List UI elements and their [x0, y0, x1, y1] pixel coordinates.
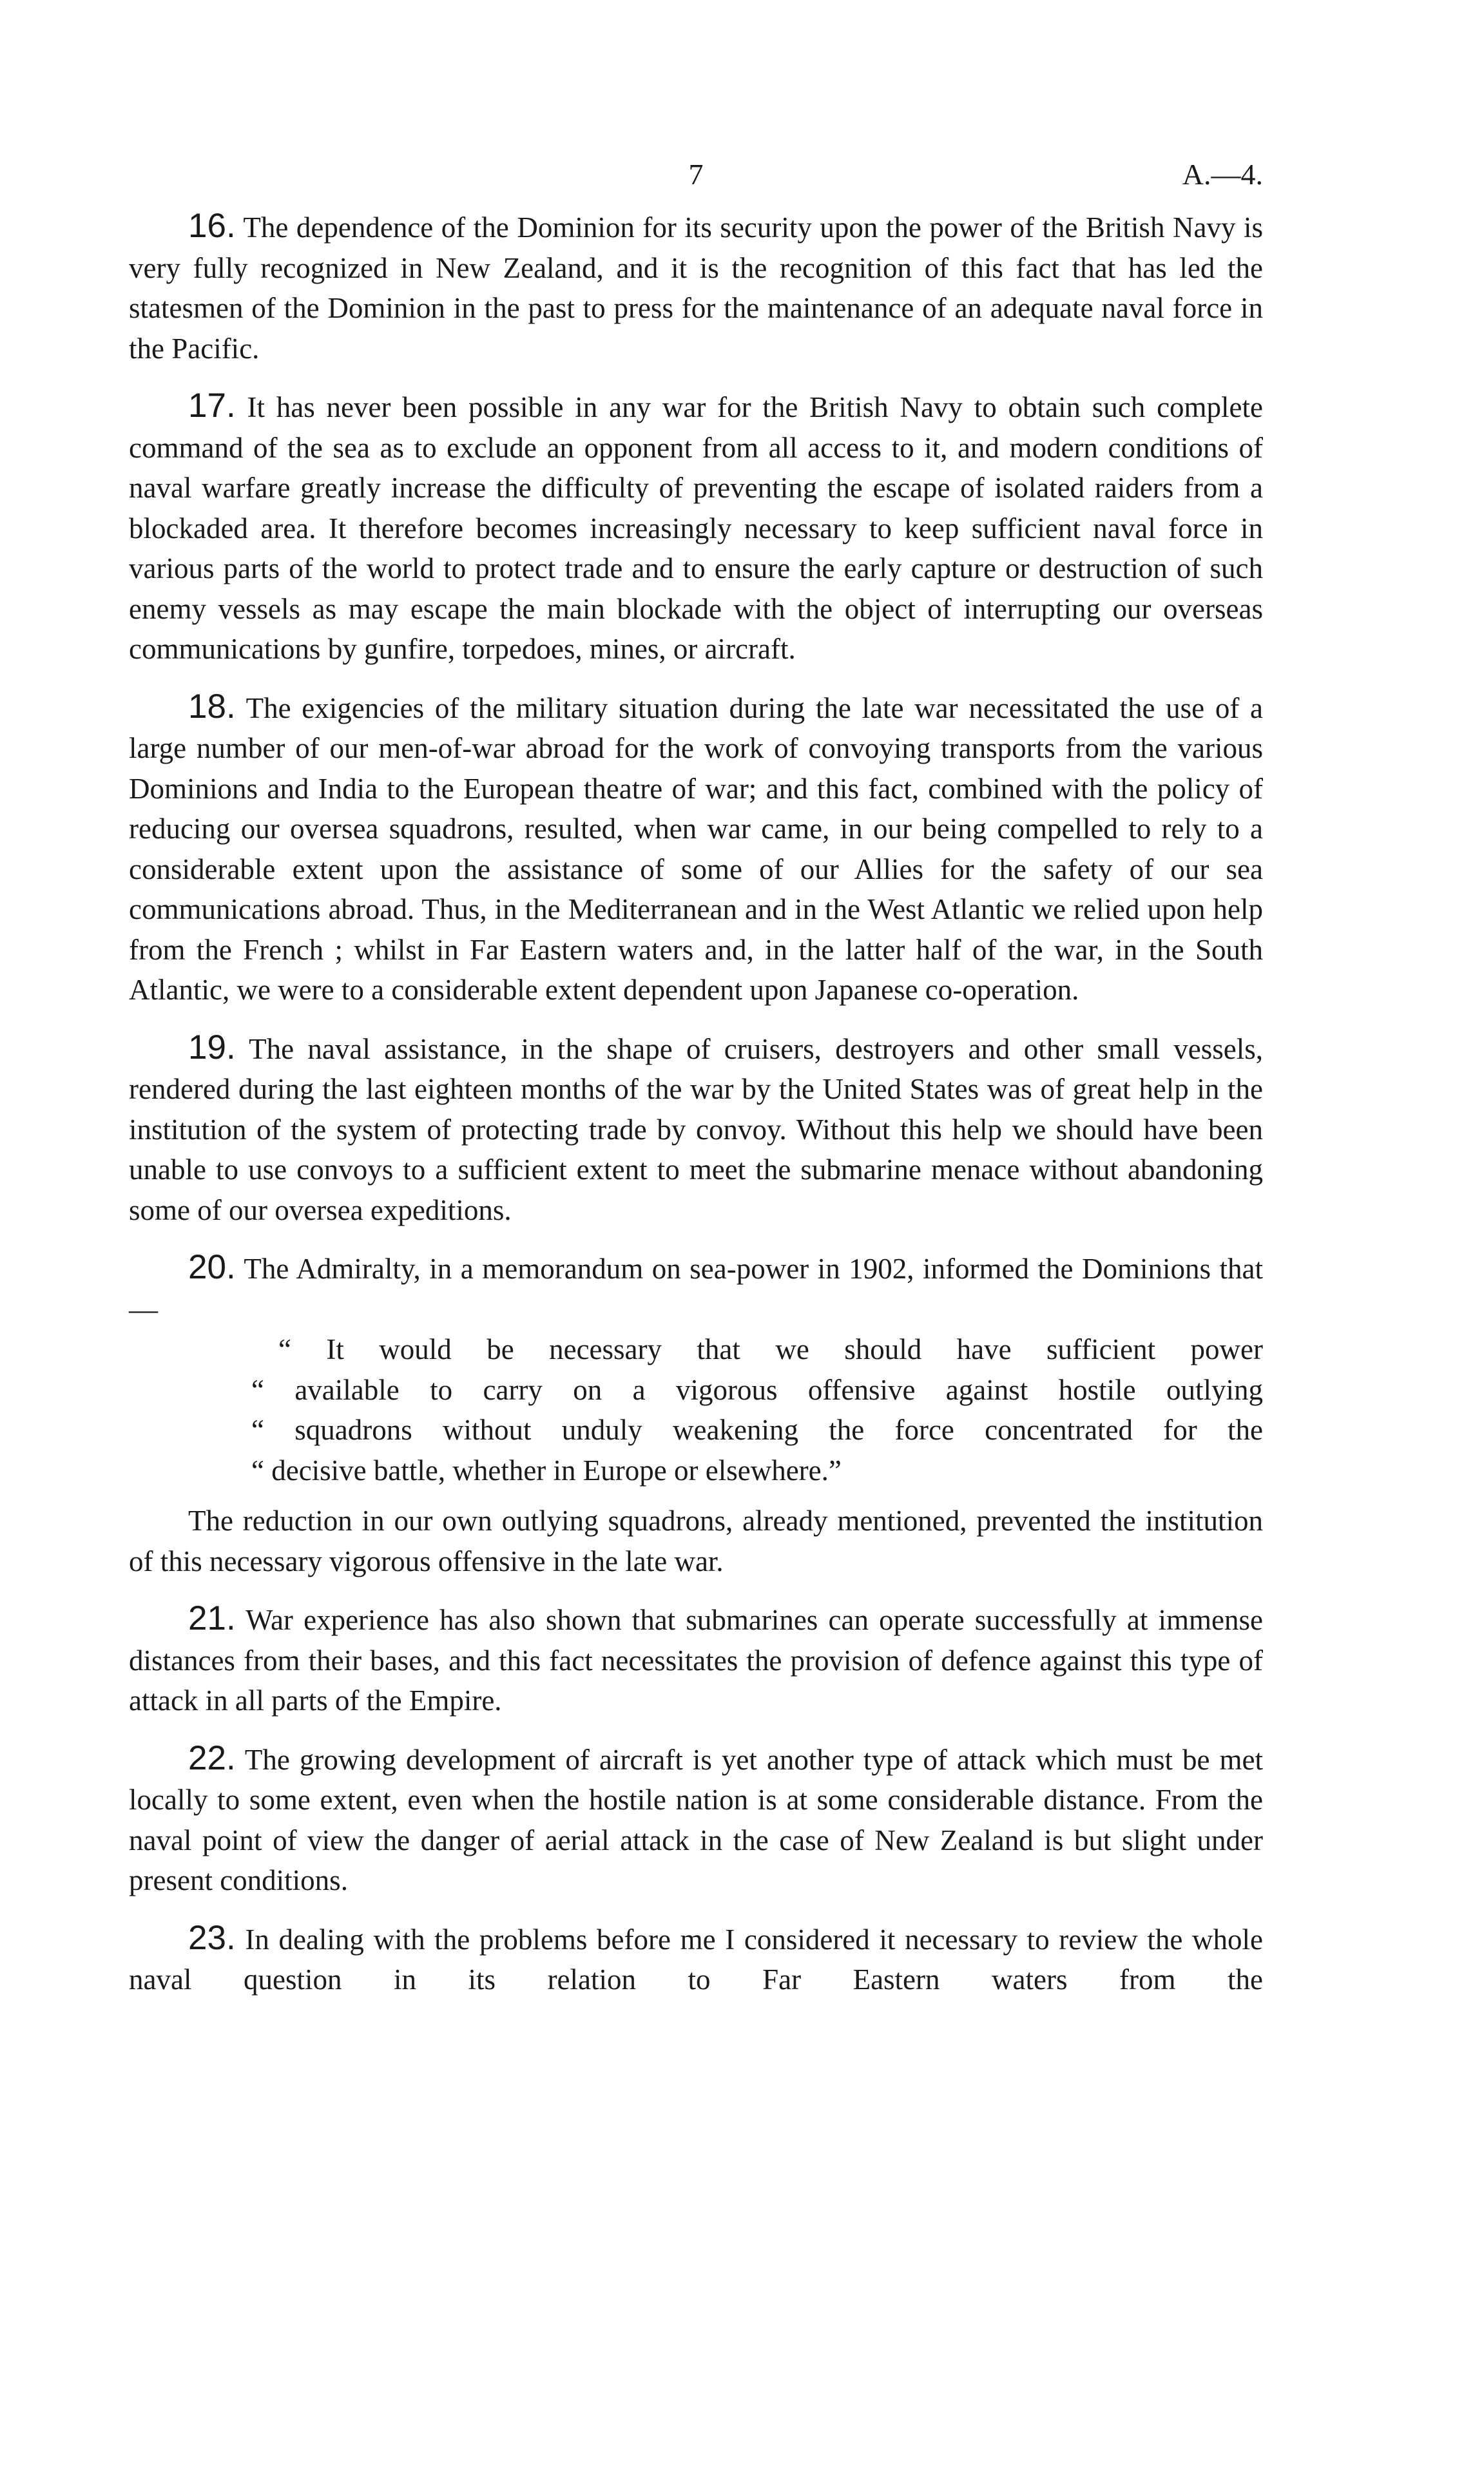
document-page	[129, 155, 1263, 2018]
paragraph-20-continuation: The reduction in our own outlying squadrons, already mentioned, prevented the institution of this necessary vigorous offensive in the late war.	[129, 1505, 1263, 1577]
paragraph-number: 22.	[188, 1739, 236, 1777]
paragraph-18	[129, 687, 1263, 1010]
paragraph-number: 19.	[188, 1028, 236, 1066]
paragraph-number: 21.	[188, 1599, 236, 1637]
admiralty-quotation	[129, 1329, 1263, 1490]
paragraph-17	[129, 386, 1263, 669]
paragraph-number: 16.	[188, 207, 236, 245]
paragraph-20	[129, 1247, 1263, 1329]
paragraph-23	[129, 1918, 1263, 2000]
paragraph-text: It has never been possible in any war for the British Navy to obtain such complete command of the sea as to exclude an opponent from all access to it, and modern conditions of naval warfare greatly increase the difficulty of preventing the escape of isolated raiders from a blockaded area. It therefore becomes increasingly necessary to keep sufficient naval force in various parts of the world to protect trade and to ensure the early capture or destruction of such enemy vessels as may escape the main blockade with the object of interrupting our overseas communications by gunfire, torpedoes, mines, or aircraft.	[129, 391, 1263, 665]
quote-line: “ It would be necessary that we should have sufficient power	[278, 1333, 1263, 1365]
paragraph-number: 23.	[188, 1918, 236, 1957]
page-number: 7	[688, 158, 704, 191]
paragraph-16	[129, 206, 1263, 369]
paragraph-text: The exigencies of the military situation during the late war necessitated the use of a large number of our men-of-war abroad for the work of convoying transports from the various Dominions and India to the European theatre of war; and this fact, combined with the policy of reducing our oversea squadrons, resulted, when war came, in our being compelled to rely to a considerable extent upon the assistance of some of our Allies for the safety of our sea communications abroad. Thus, in the Mediterranean and in the West Atlantic we relied upon help from the French ; whilst in Far Eastern waters and, in the latter half of the war, in the South Atlantic, we were to a considerable extent dependent upon Japanese co-operation.	[129, 691, 1263, 1006]
page-header	[129, 155, 1263, 206]
paragraph-number: 20.	[188, 1248, 236, 1286]
paragraph-number: 18.	[188, 687, 236, 726]
paragraph-19	[129, 1028, 1263, 1231]
paragraph-text: War experience has also shown that submarines can operate successfully at immense distances from their bases, and this fact necessitates the provision of defence against this type of attack in all parts of the Empire.	[129, 1604, 1263, 1717]
paragraph-text: The Admiralty, in a memorandum on sea-power in 1902, informed the Dominions that—	[129, 1253, 1263, 1325]
paragraph-22	[129, 1739, 1263, 1901]
paragraph-number: 17.	[188, 387, 236, 425]
quote-line: “ decisive battle, whether in Europe or elsewhere.”	[251, 1454, 842, 1487]
paragraph-text: In dealing with the problems before me I considered it necessary to review the whole naval question in its relation to Far Eastern waters from the	[129, 1923, 1263, 1996]
series-reference: A.—4.	[1182, 158, 1263, 191]
quote-line: “ available to carry on a vigorous offensive against hostile outlying	[251, 1373, 1263, 1406]
paragraph-text: The dependence of the Dominion for its security upon the power of the British Navy is very fully recognized in New Zealand, and it is the recognition of this fact that has led the statesmen of the Dominion in the past to press for the maintenance of an adequate naval force in the Pacific.	[129, 211, 1263, 365]
paragraph-text: The growing development of aircraft is yet another type of attack which must be met locally to some extent, even when the hostile nation is at some considerable distance. From the naval point of view the danger of aerial attack in the case of New Zealand is but slight under present conditions.	[129, 1743, 1263, 1896]
quote-line: “ squadrons without unduly weakening the force concentrated for the	[251, 1414, 1263, 1446]
paragraph-21	[129, 1599, 1263, 1721]
paragraph-text: The naval assistance, in the shape of cruisers, destroyers and other small vessels, rendered during the last eighteen months of the war by the United States was of great help in the institution of the system of protecting trade by convoy. Without this help we should have been unable to use convoys to a sufficient extent to meet the submarine menace without abandoning some of our oversea expeditions.	[129, 1032, 1263, 1226]
